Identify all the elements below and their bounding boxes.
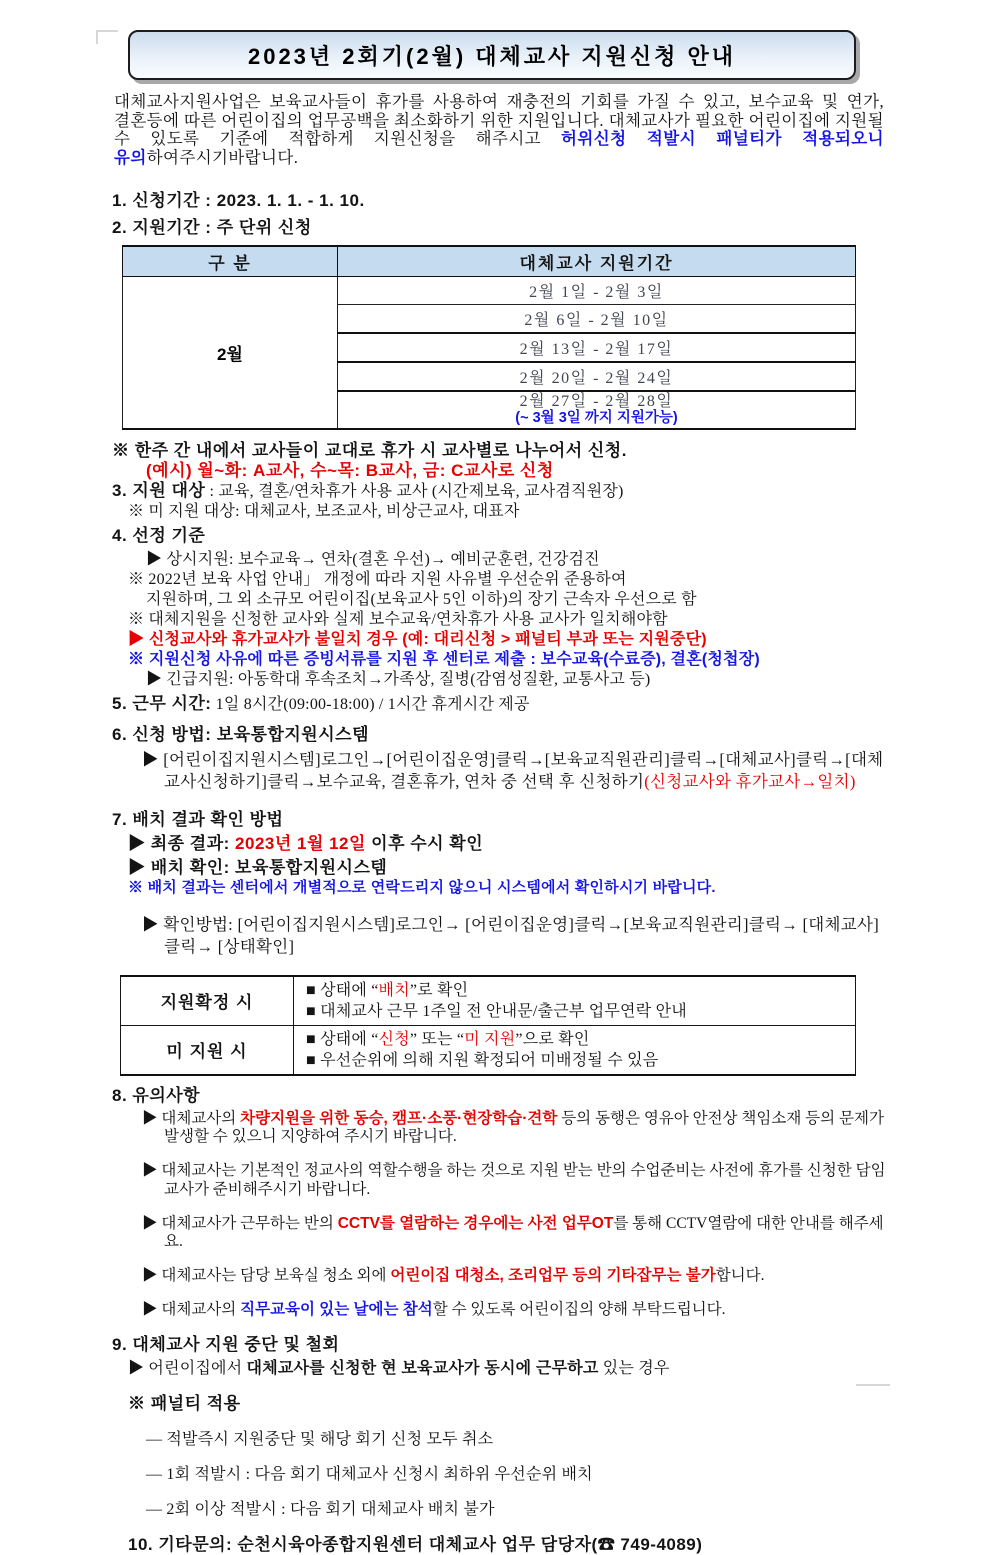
section-5-rest: 1일 8시간(09:00-18:00) / 1시간 휴게시간 제공 — [211, 696, 530, 713]
s6-red-note: (신청교사와 휴가교사→일치) — [644, 772, 856, 791]
s6-path-text: ▶ [어린이집지원시스템]로그인→[어린이집운영]클릭→[보육교직원관리]클릭→[대체교사]클릭→[대체교사신청하기]클릭→보수교육, 결혼휴가, 연차 중 선택 후 신청하기 — [142, 750, 884, 791]
s7-placement-check: ▶ 배치 확인: 보육통합지원시스템 — [128, 857, 388, 877]
s7-check-method: ▶ 확인방법: [어린이집지원시스템]로그인→ [어린이집운영]클릭→[보육교직원관리]클릭→ [대체교사]클릭→ [상태확인] — [142, 915, 879, 956]
table-row — [121, 1025, 856, 1075]
text: 합니다. — [715, 1267, 765, 1284]
table-row — [121, 976, 856, 1026]
document-content — [112, 30, 888, 1555]
text: ”으로 확인 — [515, 1030, 590, 1048]
section-6-heading: 6. 신청 방법: 보육통합지원시스템 — [112, 725, 369, 744]
text: ▶ 대체교사의 — [142, 1109, 241, 1127]
status-sincheong-red: 신청 — [378, 1030, 410, 1048]
intro-warning-blue: 허위신청 적발시 패널티가 적용되오니 유의 — [114, 130, 884, 167]
section-8-heading: 8. 유의사항 — [112, 1085, 201, 1105]
table-row — [123, 277, 856, 305]
s9-b1-bold: 대체교사를 신청한 현 보육교사가 동시에 근무하고 — [246, 1360, 599, 1377]
text: ”로 확인 — [409, 981, 469, 999]
text: ▶ 어린이집에서 — [128, 1360, 247, 1377]
period-cell: 2월 6일 - 2월 10일 — [338, 305, 856, 334]
s7-l1-date-red: 2023년 1월 12일 — [235, 833, 366, 853]
s4-line-4-red: ▶ 신청교사와 휴가교사가 불일치 경우 (예: 대리신청 > 패널티 부과 또는 지원중단) — [128, 631, 707, 648]
status-baechi-red: 배치 — [378, 981, 410, 999]
period-text: 2월 27일 - 2월 28일 — [519, 393, 674, 410]
section-3-rest: : 교육, 결혼/연차휴가 사용 교사 (시간제보육, 교사겸직원장) — [205, 483, 624, 500]
notsupported-cell — [294, 1025, 856, 1075]
text: 등의 동행은 영유아 안전상 책임소재 등의 문제가 발생할 수 있으니 지양하여 주시기 바랍니다. — [164, 1109, 884, 1145]
text: 있는 경우 — [598, 1360, 670, 1377]
section-3-title: 3. 지원 대상 — [112, 481, 206, 500]
s8-b4-red: 어린이집 대청소, 조리업무 등의 기타잡무는 불가 — [390, 1267, 716, 1284]
support-period-table — [122, 245, 856, 430]
s8-bullet-5 — [112, 1301, 888, 1320]
s9-penalty-1: — 적발즉시 지원중단 및 해당 회기 신청 모두 취소 — [146, 1431, 494, 1448]
intro-paragraph — [114, 93, 884, 167]
s9-penalty-3: — 2회 이상 적발시 : 다음 회기 대체교사 배치 불가 — [146, 1501, 495, 1518]
notsupported-line-2: ■ 우선순위에 의해 지원 확정되어 미배정될 수 있음 — [306, 1051, 659, 1069]
s4-line-2b: 지원하며, 그 외 소규모 어린이집(보육교사 5인 이하)의 장기 근속자 우선으로 함 — [146, 591, 697, 608]
s7-l1-a: ▶ 최종 결과: — [128, 833, 236, 853]
row-label-notsupported: 미 지원 시 — [121, 1025, 294, 1075]
s7-final-result — [112, 834, 888, 854]
s4-line-2: ※ 2022년 보육 사업 안내」 개정에 따라 지원 사유별 우선순위 준용하여 — [128, 571, 627, 588]
s7-blue-note: ※ 배치 결과는 센터에서 개별적으로 연락드리지 않으니 시스템에서 확인하시기 바랍니다. — [128, 878, 716, 896]
text: ▶ 대체교사가 근무하는 반의 — [142, 1214, 338, 1232]
period-cell: 2월 1일 - 2월 3일 — [338, 277, 856, 305]
s4-line-3: ※ 대체지원을 신청한 교사와 실제 보수교육/연차휴가 사용 교사가 일치해야함 — [128, 611, 668, 628]
title-box — [128, 30, 856, 80]
s9-bullet-1 — [112, 1359, 888, 1378]
s8-bullet-3 — [112, 1215, 888, 1252]
crop-mark — [96, 30, 98, 44]
s8-bullet-2: ▶ 대체교사는 기본적인 정교사의 역할수행을 하는 것으로 지원 받는 반의 수업준비는 사전에 휴가를 신청한 담임교사가 준비해주시기 바랍니다. — [142, 1162, 886, 1198]
s8-b1-red: 차량지원을 위한 동승, 캠프·소풍·현장학습·견학 — [240, 1109, 558, 1127]
section-6-body — [112, 749, 888, 793]
text: ” 또는 “ — [409, 1030, 465, 1048]
section-9-heading: 9. 대체교사 지원 중단 및 철회 — [112, 1335, 340, 1354]
section-3-heading — [112, 481, 888, 502]
section-10-contact: 10. 기타문의: 순천시육아종합지원센터 대체교사 업무 담당자(☎ 749-4089) — [128, 1535, 703, 1554]
section-2-heading: 2. 지원기간 : 주 단위 신청 — [112, 218, 312, 237]
section-3-sub: ※ 미 지원 대상: 대체교사, 보조교사, 비상근교사, 대표자 — [128, 503, 520, 520]
intro-text-2: 하여주시기바랍니다. — [146, 147, 299, 167]
status-mijiwon-red: 미 지원 — [464, 1030, 516, 1048]
confirmed-cell — [294, 976, 856, 1026]
text: ■ 상태에 “ — [306, 1030, 379, 1048]
col-header-category: 구 분 — [123, 246, 338, 277]
month-cell: 2월 — [123, 277, 338, 430]
section-4-heading: 4. 선정 기준 — [112, 526, 206, 545]
status-table — [120, 975, 856, 1076]
row-label-confirmed: 지원확정 시 — [121, 976, 294, 1026]
period-cell: 2월 20일 - 2월 24일 — [338, 362, 856, 391]
s8-bullet-1 — [112, 1110, 888, 1147]
text: ▶ 대체교사의 — [142, 1301, 241, 1318]
s4-line-5-blue: ※ 지원신청 사유에 따른 증빙서류를 지원 후 센터로 제출 : 보수교육(수료증), 결혼(청첩장) — [128, 651, 760, 668]
period-note-blue: (~ 3월 3일 까지 지원가능) — [515, 410, 678, 426]
section-5-heading — [112, 694, 888, 715]
text: 를 통해 CCTV열람에 대한 안내를 해주세요. — [164, 1214, 884, 1250]
text: ▶ 대체교사는 담당 보육실 청소 외에 — [142, 1267, 391, 1284]
s7-l1-b: 이후 수시 확인 — [365, 833, 484, 853]
weekly-note-example: (예시) 월~화: A교사, 수~목: B교사, 금: C교사로 신청 — [146, 461, 554, 480]
s8-b3-red: CCTV를 열람하는 경우에는 사전 업무OT — [337, 1214, 614, 1232]
col-header-period: 대체교사 지원기간 — [338, 246, 856, 277]
section-1-heading: 1. 신청기간 : 2023. 1. 1. - 1. 10. — [112, 191, 365, 210]
page-title: 2023년 2회기(2월) 대체교사 지원신청 안내 — [247, 44, 737, 69]
text: 할 수 있도록 어린이집의 양해 부탁드립니다. — [432, 1301, 726, 1318]
period-cell: 2월 13일 - 2월 17일 — [338, 333, 856, 362]
table-header-row — [123, 246, 856, 277]
confirmed-line-2: ■ 대체교사 근무 1주일 전 안내문/출근부 업무연락 안내 — [306, 1002, 687, 1020]
s8-bullet-4 — [112, 1267, 888, 1286]
s8-b5-blue: 직무교육이 있는 날에는 참석 — [240, 1301, 433, 1318]
period-cell — [338, 391, 856, 429]
intro-text-1: 대체교사지원사업은 보육교사들이 휴가를 사용하여 재충전의 기회를 가질 수 있고, 보수교육 및 연가, 결혼등에 따른 어린이집의 업무공백을 최소화하기 위한 지원입니다. 대체교사가 필요한 어린이집에 지원될 수 있도록 기준에 적합하게 지원신청을 해주시고 — [114, 92, 884, 148]
s4-line-1: ▶ 상시지원: 보수교육→ 연차(결혼 우선)→ 예비군훈련, 건강검진 — [146, 551, 600, 568]
s4-line-6: ▶ 긴급지원: 아동학대 후속조치→가족상, 질병(감염성질환, 교통사고 등) — [146, 671, 651, 688]
notsupported-line-1 — [306, 1029, 849, 1050]
s9-penalty-heading: ※ 패널티 적용 — [128, 1394, 241, 1413]
weekly-note: ※ 한주 간 내에서 교사들이 교대로 휴가 시 교사별로 나누어서 신청. — [112, 441, 627, 460]
confirmed-line-1 — [306, 980, 849, 1001]
section-5-title: 5. 근무 시간: — [112, 694, 212, 713]
s9-penalty-2: — 1회 적발시 : 다음 회기 대체교사 신청시 최하위 우선순위 배치 — [146, 1466, 593, 1483]
section-7-heading: 7. 배치 결과 확인 방법 — [112, 809, 284, 829]
text: ■ 상태에 “ — [306, 981, 379, 999]
